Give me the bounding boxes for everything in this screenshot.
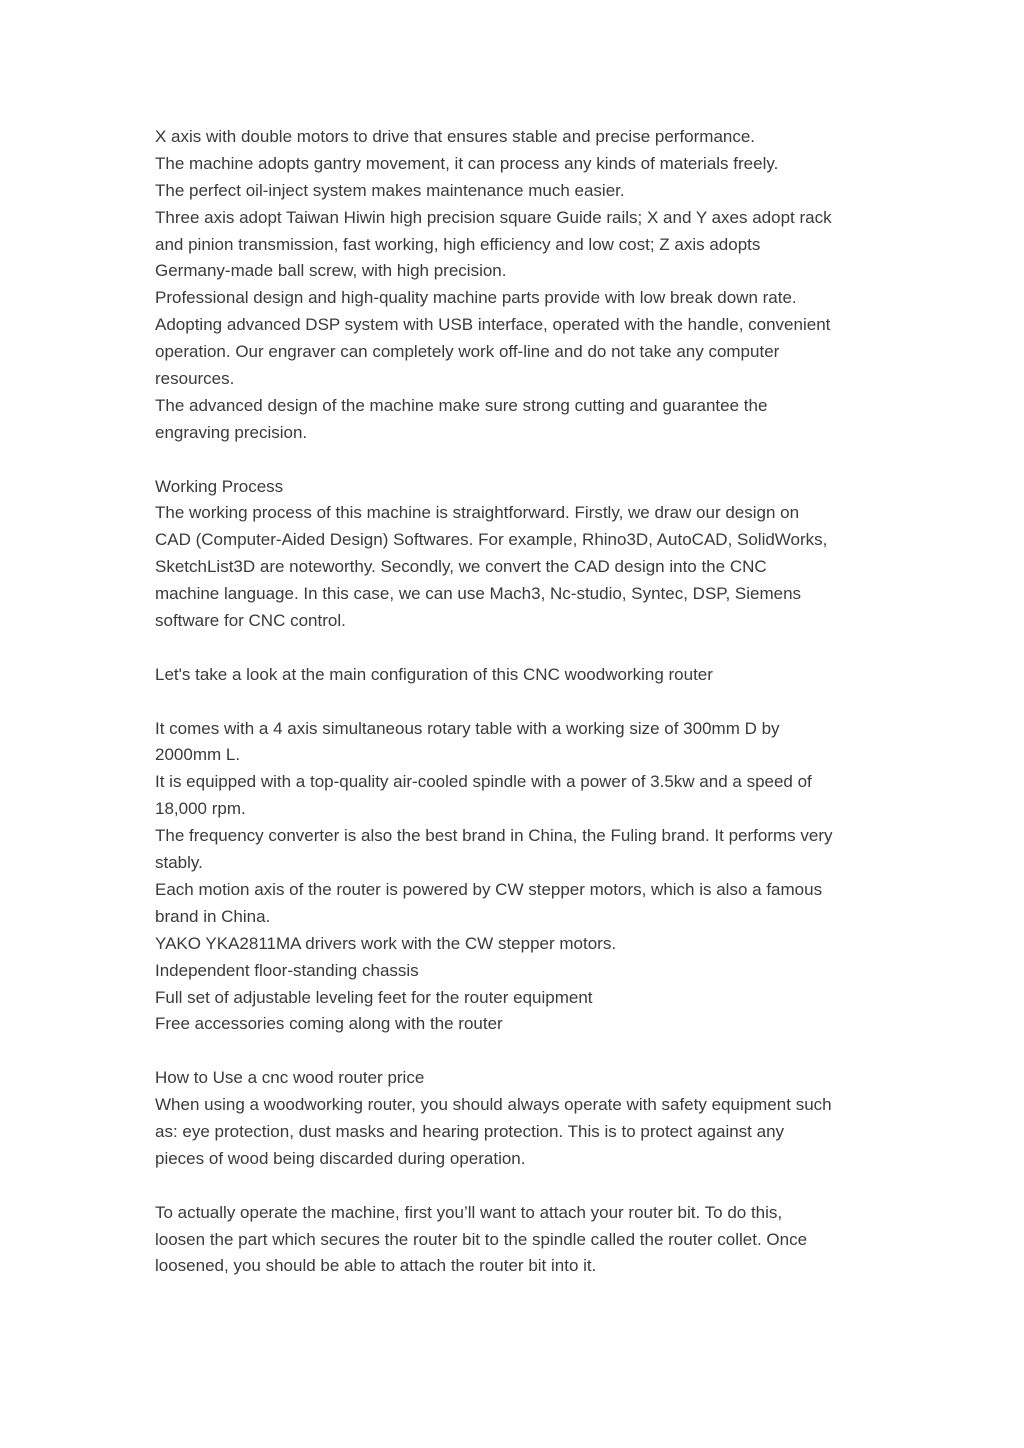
paragraph-gap	[155, 635, 875, 662]
paragraph-gap	[155, 447, 875, 474]
text-line: The perfect oil-inject system makes maintenance much easier.	[155, 180, 625, 200]
text-line: Professional design and high-quality machine parts provide with low break down rate.	[155, 288, 797, 308]
text-line: Three axis adopt Taiwan Hiwin high precision square Guide rails; X and Y axes adopt rack	[155, 207, 832, 227]
text-line: loosened, you should be able to attach the router bit into it.	[155, 1256, 597, 1276]
document-body	[155, 124, 875, 1280]
text-line: loosen the part which secures the router bit to the spindle called the router collet. Once	[155, 1229, 808, 1249]
working-process-section	[155, 474, 875, 635]
section-heading: How to Use a cnc wood router price	[155, 1068, 425, 1088]
paragraph-gap	[155, 1173, 875, 1200]
text-line: pieces of wood being discarded during operation.	[155, 1148, 526, 1168]
text-line: and pinion transmission, fast working, high efficiency and low cost; Z axis adopts	[155, 234, 761, 254]
text-line: Free accessories coming along with the router	[155, 1014, 503, 1034]
text-line: YAKO YKA2811MA drivers work with the CW stepper motors.	[155, 933, 617, 953]
text-line: To actually operate the machine, first you’ll want to attach your router bit. To do this,	[155, 1202, 783, 1222]
configuration-list	[155, 716, 875, 1039]
text-line: The machine adopts gantry movement, it can process any kinds of materials freely.	[155, 153, 779, 173]
text-line: as: eye protection, dust masks and hearing protection. This is to protect against any	[155, 1121, 785, 1141]
text-line: Each motion axis of the router is powered by CW stepper motors, which is also a famous	[155, 879, 823, 899]
features-paragraph	[155, 124, 875, 447]
text-line: 2000mm L.	[155, 745, 241, 765]
operation-paragraph	[155, 1200, 875, 1281]
text-line: Full set of adjustable leveling feet for the router equipment	[155, 987, 593, 1007]
text-line: stably.	[155, 853, 203, 873]
text-line: operation. Our engraver can completely work off-line and do not take any computer	[155, 342, 780, 362]
configuration-intro	[155, 662, 875, 689]
text-line: The advanced design of the machine make sure strong cutting and guarantee the	[155, 395, 768, 415]
text-line: resources.	[155, 369, 235, 389]
text-line: software for CNC control.	[155, 611, 346, 631]
text-line: The frequency converter is also the best brand in China, the Fuling brand. It performs very	[155, 826, 833, 846]
text-line: It comes with a 4 axis simultaneous rotary table with a working size of 300mm D by	[155, 718, 780, 738]
how-to-use-section	[155, 1065, 875, 1173]
text-line: Let's take a look at the main configuration of this CNC woodworking router	[155, 664, 713, 684]
text-line: When using a woodworking router, you should always operate with safety equipment such	[155, 1095, 832, 1115]
text-line: Independent floor-standing chassis	[155, 960, 419, 980]
text-line: Adopting advanced DSP system with USB interface, operated with the handle, convenient	[155, 315, 831, 335]
text-line: SketchList3D are noteworthy. Secondly, we convert the CAD design into the CNC	[155, 557, 767, 577]
paragraph-gap	[155, 1038, 875, 1065]
text-line: CAD (Computer-Aided Design) Softwares. For example, Rhino3D, AutoCAD, SolidWorks,	[155, 530, 828, 550]
text-line: engraving precision.	[155, 422, 308, 442]
section-heading: Working Process	[155, 476, 284, 496]
text-line: 18,000 rpm.	[155, 799, 246, 819]
paragraph-gap	[155, 689, 875, 716]
text-line: brand in China.	[155, 906, 271, 926]
text-line: machine language. In this case, we can use Mach3, Nc-studio, Syntec, DSP, Siemens	[155, 584, 802, 604]
text-line: Germany-made ball screw, with high precision.	[155, 261, 507, 281]
text-line: X axis with double motors to drive that ensures stable and precise performance.	[155, 127, 756, 146]
text-line: It is equipped with a top-quality air-cooled spindle with a power of 3.5kw and a speed of	[155, 772, 812, 792]
text-line: The working process of this machine is straightforward. Firstly, we draw our design on	[155, 503, 800, 523]
